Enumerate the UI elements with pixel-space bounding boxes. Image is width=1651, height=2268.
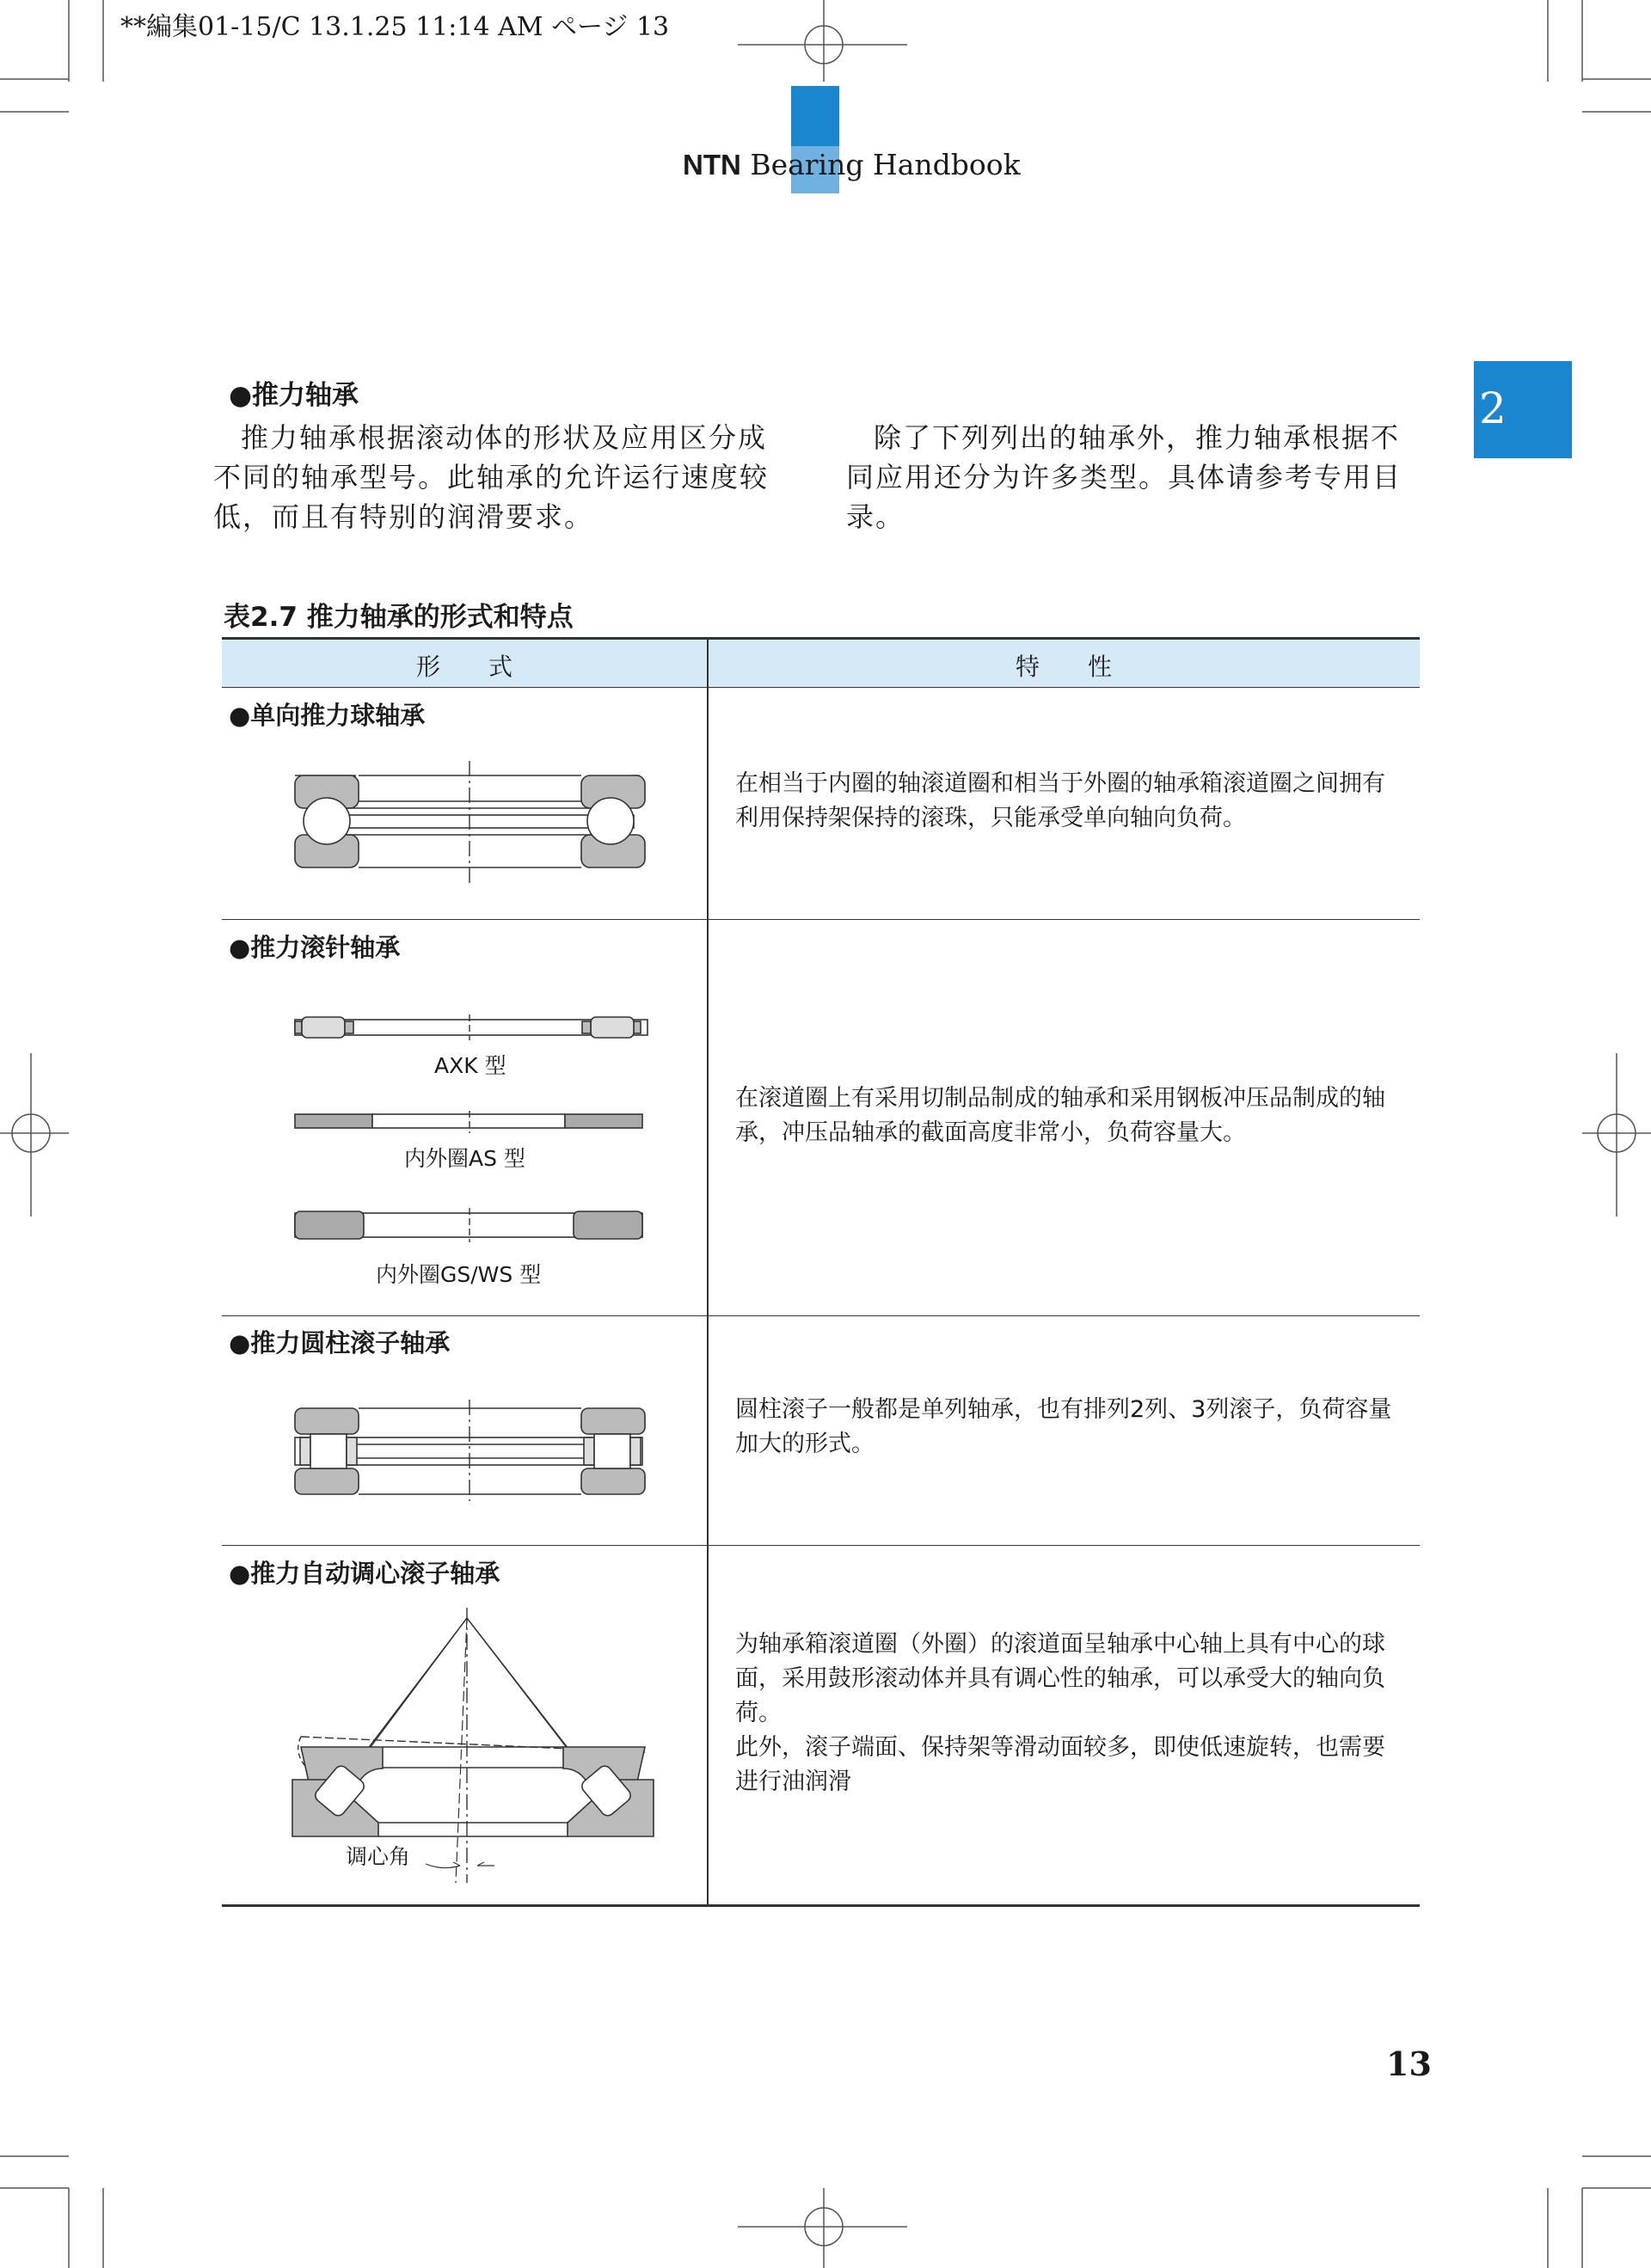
thrust-spherical-roller-diagram bbox=[284, 1608, 662, 1891]
table-header-rule bbox=[222, 687, 1420, 688]
section-title: ●推力轴承 bbox=[229, 380, 359, 411]
header-brand: NTN bbox=[683, 149, 741, 181]
row-desc-thrust-needle-bearing: 在滚道圈上有采用切制品制成的轴承和采用钢板冲压品制成的轴承，冲压品轴承的截面高度非常小，负荷容量大。 bbox=[735, 1085, 1385, 1146]
column-header-characteristics: 特 性 bbox=[1015, 653, 1112, 681]
row-title-thrust-cylindrical-roller: ●推力圆柱滚子轴承 bbox=[229, 1328, 451, 1358]
section-paragraph-right: 除了下列列出的轴承外，推力轴承根据不同应用还分为许多类型。具体请参考专用目录。 bbox=[846, 421, 1402, 533]
table-top-rule bbox=[222, 637, 1420, 640]
caption-axk: AXK 型 bbox=[434, 1053, 506, 1078]
caption-alignment-angle: 调心角 bbox=[346, 1844, 411, 1869]
thrust-cylindrical-roller-diagram bbox=[288, 1400, 649, 1501]
row-desc-thrust-spherical-roller: 为轴承箱滚道圈（外圈）的滚道面呈轴承中心轴上具有中心的球面，采用鼓形滚动体并具有调心性的轴承，可以承受大的轴向负荷。 bbox=[735, 1631, 1385, 1726]
table-title: 表2.7 推力轴承的形式和特点 bbox=[224, 602, 574, 633]
caption-as: 内外圈AS 型 bbox=[404, 1146, 525, 1171]
row-desc-thrust-ball-bearing: 在相当于内圈的轴滚道圈和相当于外圈的轴承箱滚道圈之间拥有利用保持架保持的滚珠，只能承受单向轴向负荷。 bbox=[735, 770, 1385, 831]
table-column-divider bbox=[707, 638, 709, 1906]
row-title-thrust-spherical-roller: ●推力自动调心滚子轴承 bbox=[229, 1559, 500, 1588]
row-desc-thrust-cylindrical-roller: 圆柱滚子一般都是单列轴承，也有排列2列、3列滚子，负荷容量加大的形式。 bbox=[735, 1396, 1392, 1457]
row-separator bbox=[222, 1315, 1420, 1316]
row-separator bbox=[222, 919, 1420, 920]
running-header bbox=[683, 148, 1021, 181]
header-title: Bearing Handbook bbox=[750, 148, 1021, 181]
row-desc-thrust-spherical-roller-note: 此外，滚子端面、保持架等滑动面较多，即使低速旋转，也需要进行油润滑 bbox=[735, 1734, 1385, 1795]
table-bottom-rule bbox=[222, 1904, 1420, 1907]
axk-type-diagram bbox=[288, 1014, 649, 1040]
as-type-diagram bbox=[288, 1111, 649, 1133]
row-separator bbox=[222, 1545, 1420, 1546]
print-slug: **編集01-15/C 13.1.25 11:14 AM ページ 13 bbox=[120, 12, 670, 42]
caption-gs-ws: 内外圈GS/WS 型 bbox=[376, 1262, 542, 1287]
page-number: 13 bbox=[1386, 2044, 1432, 2083]
thrust-ball-bearing-diagram bbox=[288, 761, 649, 886]
section-paragraph-left: 推力轴承根据滚动体的形状及应用区分成不同的轴承型号。此轴承的允许运行速度较低，而且有特别的润滑要求。 bbox=[213, 421, 770, 533]
column-header-form: 形 式 bbox=[415, 653, 512, 681]
row-title-thrust-needle-bearing: ●推力滚针轴承 bbox=[229, 933, 401, 962]
row-title-thrust-ball-bearing: ●单向推力球轴承 bbox=[229, 701, 426, 730]
chapter-tab: 2 bbox=[1474, 361, 1572, 458]
gs-ws-type-diagram bbox=[288, 1208, 649, 1242]
